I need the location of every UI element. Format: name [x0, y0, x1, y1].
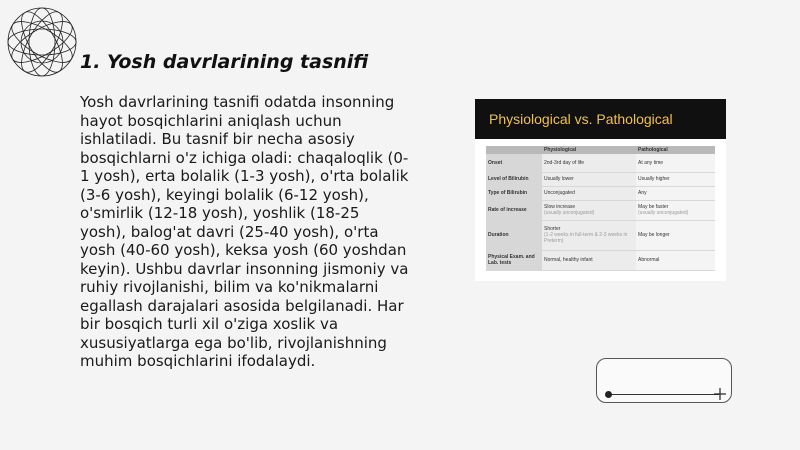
- image-title: Physiological vs. Pathological: [489, 111, 673, 127]
- comparison-table: [486, 146, 715, 271]
- logo-icon: [4, 4, 80, 80]
- comparison-table-image: [475, 99, 726, 281]
- slide-title: 1. Yosh davrlarining tasnifi: [80, 51, 369, 73]
- pathological-cell: May be longer: [636, 220, 715, 250]
- crosshair-icon: [714, 388, 726, 400]
- table-header-cell: [486, 146, 542, 154]
- physiological-cell: [542, 200, 636, 220]
- table-row: [486, 154, 715, 172]
- table-row: [486, 220, 715, 250]
- image-title-bar: [475, 99, 726, 139]
- row-label: Level of Bilirubin: [486, 172, 542, 186]
- media-progress-track[interactable]: [609, 394, 719, 395]
- pathological-cell: Any: [636, 186, 715, 200]
- cell-main: Slow increase: [544, 204, 576, 210]
- physiological-cell: Unconjugated: [542, 186, 636, 200]
- cell-main: May be faster: [638, 204, 669, 210]
- table-row: [486, 186, 715, 200]
- slide-body-text: Yosh davrlarining tasnifi odatda insonning hayot bosqichlarini aniqlash uchun ishlatiladi. Bu tasnif bir necha asosiy bosqichlarni o'z ichiga oladi: chaqaloqlik (0-1 yosh), erta bolalik (1-3 yosh), o'rta bolalik (3-6 yosh), keyingi bolalik (6-12 yosh), o'smirlik (12-18 yosh), yoshlik (18-25 yosh), balog'at davri (25-40 yosh), o'rta yosh (40-60 yosh), keksa yosh (60 yoshdan keyin). Ushbu davrlar insonning jismoniy va ruhiy rivojlanishi, bilim va ko'nikmalarni egallash darajalari asosida belgilanadi. Har bir bosqich turli xil o'ziga xoslik va xususiyatlarga ega bo'lib, rivojlanishning muhim bosqichlarini ifodalaydi.: [80, 93, 409, 370]
- row-label: Duration: [486, 220, 542, 250]
- row-label: Physical Exam. and Lab. tests: [486, 250, 542, 270]
- pathological-cell: At any time: [636, 154, 715, 172]
- table-row: [486, 250, 715, 270]
- table-row: [486, 200, 715, 220]
- play-dot-icon[interactable]: [605, 391, 612, 398]
- pathological-cell: [636, 200, 715, 220]
- physiological-cell: 2nd-3rd day of life: [542, 154, 636, 172]
- physiological-cell: Normal, healthy infant: [542, 250, 636, 270]
- row-label: Onset: [486, 154, 542, 172]
- table-header-row: [486, 146, 715, 154]
- table-header-cell: Pathological: [636, 146, 715, 154]
- cell-note: (usually unconjugated): [544, 210, 595, 216]
- physiological-cell: [542, 220, 636, 250]
- row-label: Type of Bilirubin: [486, 186, 542, 200]
- table-row: [486, 172, 715, 186]
- pathological-cell: Abnormal: [636, 250, 715, 270]
- row-label: Rate of increase: [486, 200, 542, 220]
- physiological-cell: Usually lower: [542, 172, 636, 186]
- media-player-control[interactable]: [596, 358, 732, 403]
- cell-note: (1-2 weeks in full-term & 2-3 weeks in Preterm): [544, 232, 628, 244]
- cell-note: (usually unconjugated): [638, 210, 689, 216]
- cell-main: Shorter: [544, 226, 561, 232]
- pathological-cell: Usually higher: [636, 172, 715, 186]
- table-header-cell: Physiological: [542, 146, 636, 154]
